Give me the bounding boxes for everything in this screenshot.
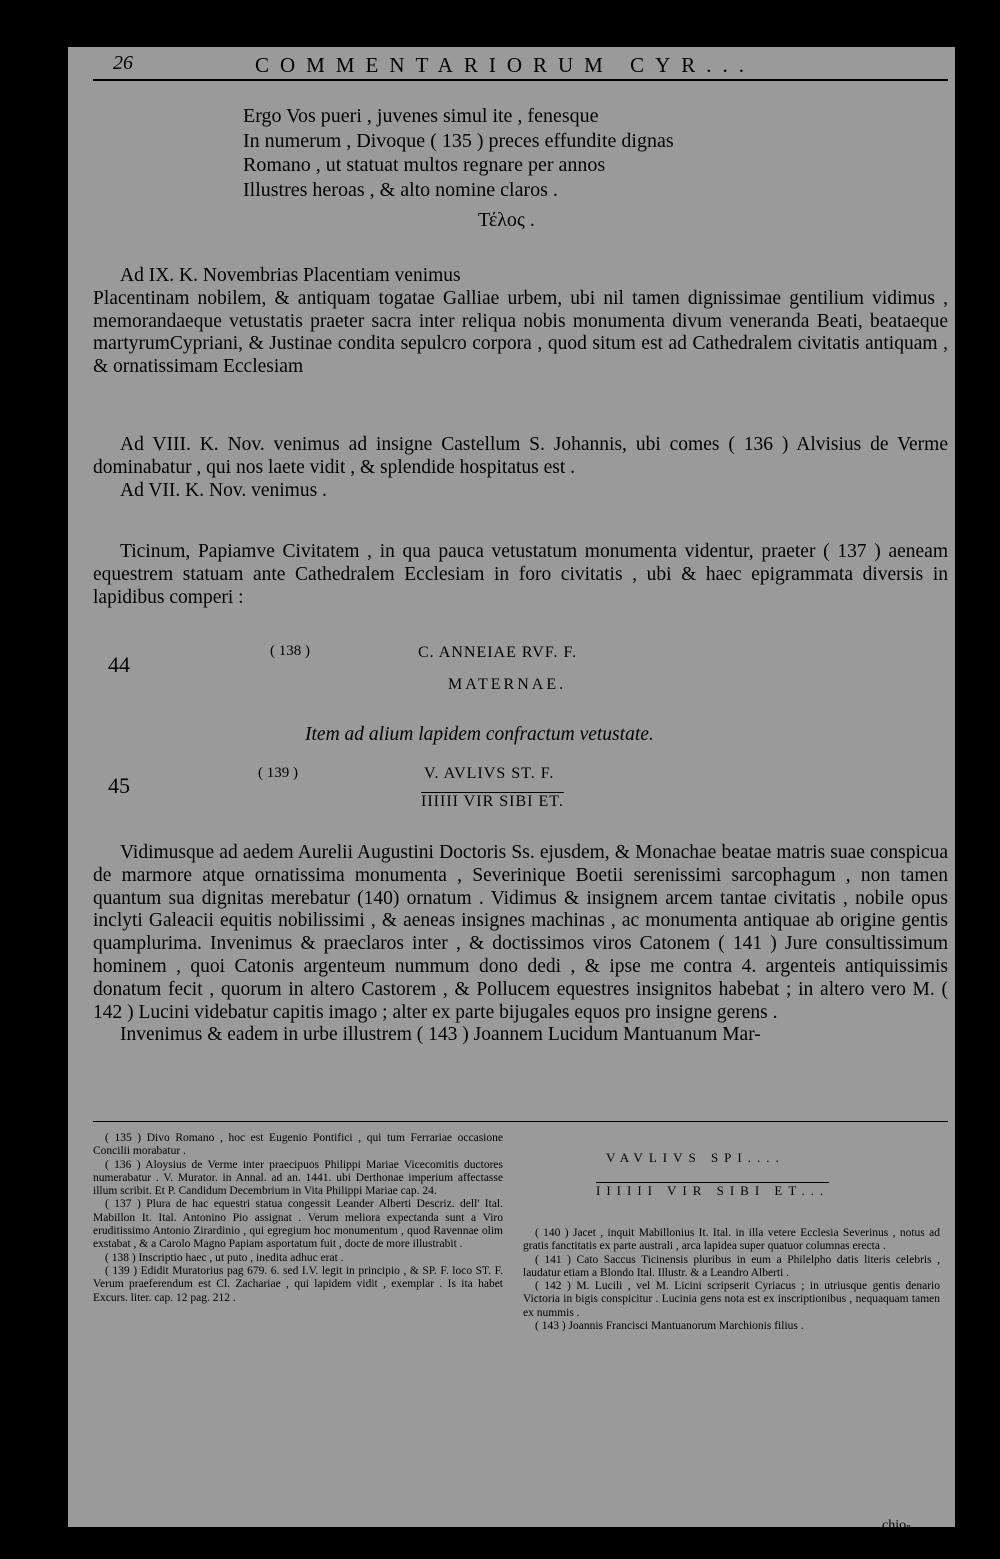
paragraph-text: Vidimusque ad aedem Aurelii Augustini Doctoris Ss. ejusdem, & Monachae beatae matris suae conspicua de marmore atque ornatissima monumenta , Severinique Boetii serenissimi sarcophagum , non tamen quantum sua dignitas merebatur (140) ornatum . Vidimus & insignem arcem tantae civitatis , nobile opus inclyti Galeacii equitis nobilissimi , & aeneas insignes machinas , ac monumenta antiquae ab origine gentis quamplurima. Invenimus & praeclaros inter , & doctissimos viros Catonem ( 141 ) Jure consultissimum hominem , quoi Catonis argenteum nummum dono dedi , & ipse me contra 4. argenteis antiquissimis donatum fecit , quorum in altero Castorem , & Pollucem equestres insignitos habebat ; in altero vero M. ( 142 ) Lucini videbatur capitis imago ; alter ex parte bijugales equos pro insigne gerens .	[93, 842, 948, 1023]
footnote-inscription-line: VAVLIVS SPI....	[606, 1150, 785, 1165]
poem-line: Ergo Vos pueri , juvenes simul ite , fenesque	[243, 105, 599, 127]
inscription-line: C. ANNEIAE RVF. F.	[418, 644, 578, 661]
footnote: ( 135 ) Divo Romano , hoc est Eugenio Pontifici , qui tum Ferrariae occasione Concilii morabatur .	[93, 1132, 503, 1158]
paragraph-text: Invenimus & eadem in urbe illustrem ( 143 ) Joannem Lucidum Mantuanum Mar-	[120, 1024, 761, 1046]
footnote: ( 139 ) Edidit Muratorius pag 679. 6. sed I.V. legit in principio , & SP. F. loco ST. F. Verum praeferendum est Cl. Zachariae , qui lapidem vidit , exemplar . Is ita habet Excurs. liter. cap. 12 pag. 212 .	[93, 1264, 503, 1304]
catchword: chio-	[882, 1518, 911, 1533]
paragraph-pavia	[93, 842, 948, 1047]
footnote: ( 143 ) Joannis Francisci Mantuanorum Marchionis filius .	[535, 1320, 804, 1333]
paragraph-castellum	[93, 434, 948, 502]
poem-line: In numerum , Divoque ( 135 ) preces effundite dignas	[243, 129, 674, 152]
paragraph-ticinum	[93, 541, 948, 609]
running-title: COMMENTARIORUM CYR...	[255, 53, 756, 77]
page-number: 26	[113, 52, 133, 74]
paragraph-text: Ad VII. K. Nov. venimus .	[120, 479, 327, 501]
footnote: ( 138 ) Inscriptio haec , ut puto , inedita adhuc erat .	[105, 1251, 344, 1264]
paragraph-text: Placentinam nobilem, & antiquam togatae Galliae urbem, ubi nil tamen dignissimae gentilium vidimus , memorandaeque vetustatis praeter sacra inter reliqua nobis monumenta divum veneranda Beati, beataeque martyrumCypriani, & Justinae condita sepulcro corpora , quod situm est ad Cathedralem civitatis antiquam , & ornatissimam Ecclesiam	[93, 287, 948, 378]
inscription-ref: ( 139 )	[258, 765, 298, 781]
footnotes-right	[523, 1227, 940, 1333]
paragraph-heading: Ad IX. K. Novembrias Placentiam venimus	[120, 265, 461, 286]
inscription-line: IIIIII VIR SIBI ET.	[421, 793, 564, 810]
inscription-number: 44	[108, 652, 130, 677]
paragraph-placentia	[93, 265, 948, 379]
footnote: ( 137 ) Plura de hac equestri statua congessit Leander Alberti Descriz. dell' Ital. Mabillon It. Ital. Antonino Pio assignat . Verum meliora expectanda sunt a Viro eruditissimo Antonio Zirardinio , qui egregium hoc monumentum , quod Ravennae olim exstabat , & a Carolo Magno Papiam asportatum fuit , docte de more illustrabit .	[93, 1198, 503, 1251]
inscription-line: V. AVLIVS ST. F.	[424, 765, 555, 782]
poem-line: Romano , ut statuat multos regnare per annos	[243, 154, 606, 176]
inscription-line: MATERNAE.	[448, 676, 567, 693]
poem	[243, 104, 674, 202]
footnote: ( 136 ) Aloysius de Verme inter praecipuos Philippi Mariae Vicecomitis ductores numerabatur . V. Murator. in Annal. ad an. 1441. ubi Derthonae imperium affectasse illum scribit. Et P. Candidum Decembrium in Vita Philippi Mariae cap. 24.	[93, 1158, 503, 1198]
header-rule	[93, 79, 948, 81]
inscription-ref: ( 138 )	[270, 643, 310, 659]
inscription-caption: Item ad alium lapidem confractum vetustate.	[305, 724, 654, 745]
footnotes-left	[93, 1132, 503, 1305]
footnote: ( 141 ) Cato Saccus Ticinensis pluribus in eum a Philelpho datis literis celebris , laudatur etiam a Blondo Ital. Illustr. & a Leandro Alberti .	[523, 1253, 940, 1279]
footnote: ( 142 ) M. Lucili , vel M. Licini scripserit Cyriacus ; in utriusque gentis denario Victoria in bigis conspicitur . Lucinia gens nota est ex inscriptionibus , nequaquam tamen ex nummis .	[523, 1280, 940, 1319]
paragraph-text: Ticinum, Papiamve Civitatem , in qua pauca vetustatum monumenta videntur, praeter ( 137 ) aeneam equestrem statuam ante Cathedralem Ecclesiam in foro civitatis , ubi & haec epigrammata diversis in lapidibus comperi :	[93, 541, 948, 608]
paragraph-text: Ad VIII. K. Nov. venimus ad insigne Castellum S. Johannis, ubi comes ( 136 ) Alvisius de Verme dominabatur , qui nos laete vidit , & splendide hospitatus est .	[93, 434, 948, 478]
poem-line: Illustres heroas , & alto nomine claros .	[243, 178, 558, 201]
footnote: ( 140 ) Jacet , inquit Mabillonius It. Ital. in illa vetere Ecclesia Severinus , notus ad gratis fanctitatis ex parte australi , arca lapidea super quatuor columnas erecta .	[523, 1227, 940, 1253]
footnote-rule	[93, 1121, 948, 1122]
inscription-number: 45	[108, 773, 130, 798]
footnote-inscription-line: IIIIII VIR SIBI ET...	[596, 1183, 830, 1198]
telos: Τέλος .	[478, 209, 535, 231]
